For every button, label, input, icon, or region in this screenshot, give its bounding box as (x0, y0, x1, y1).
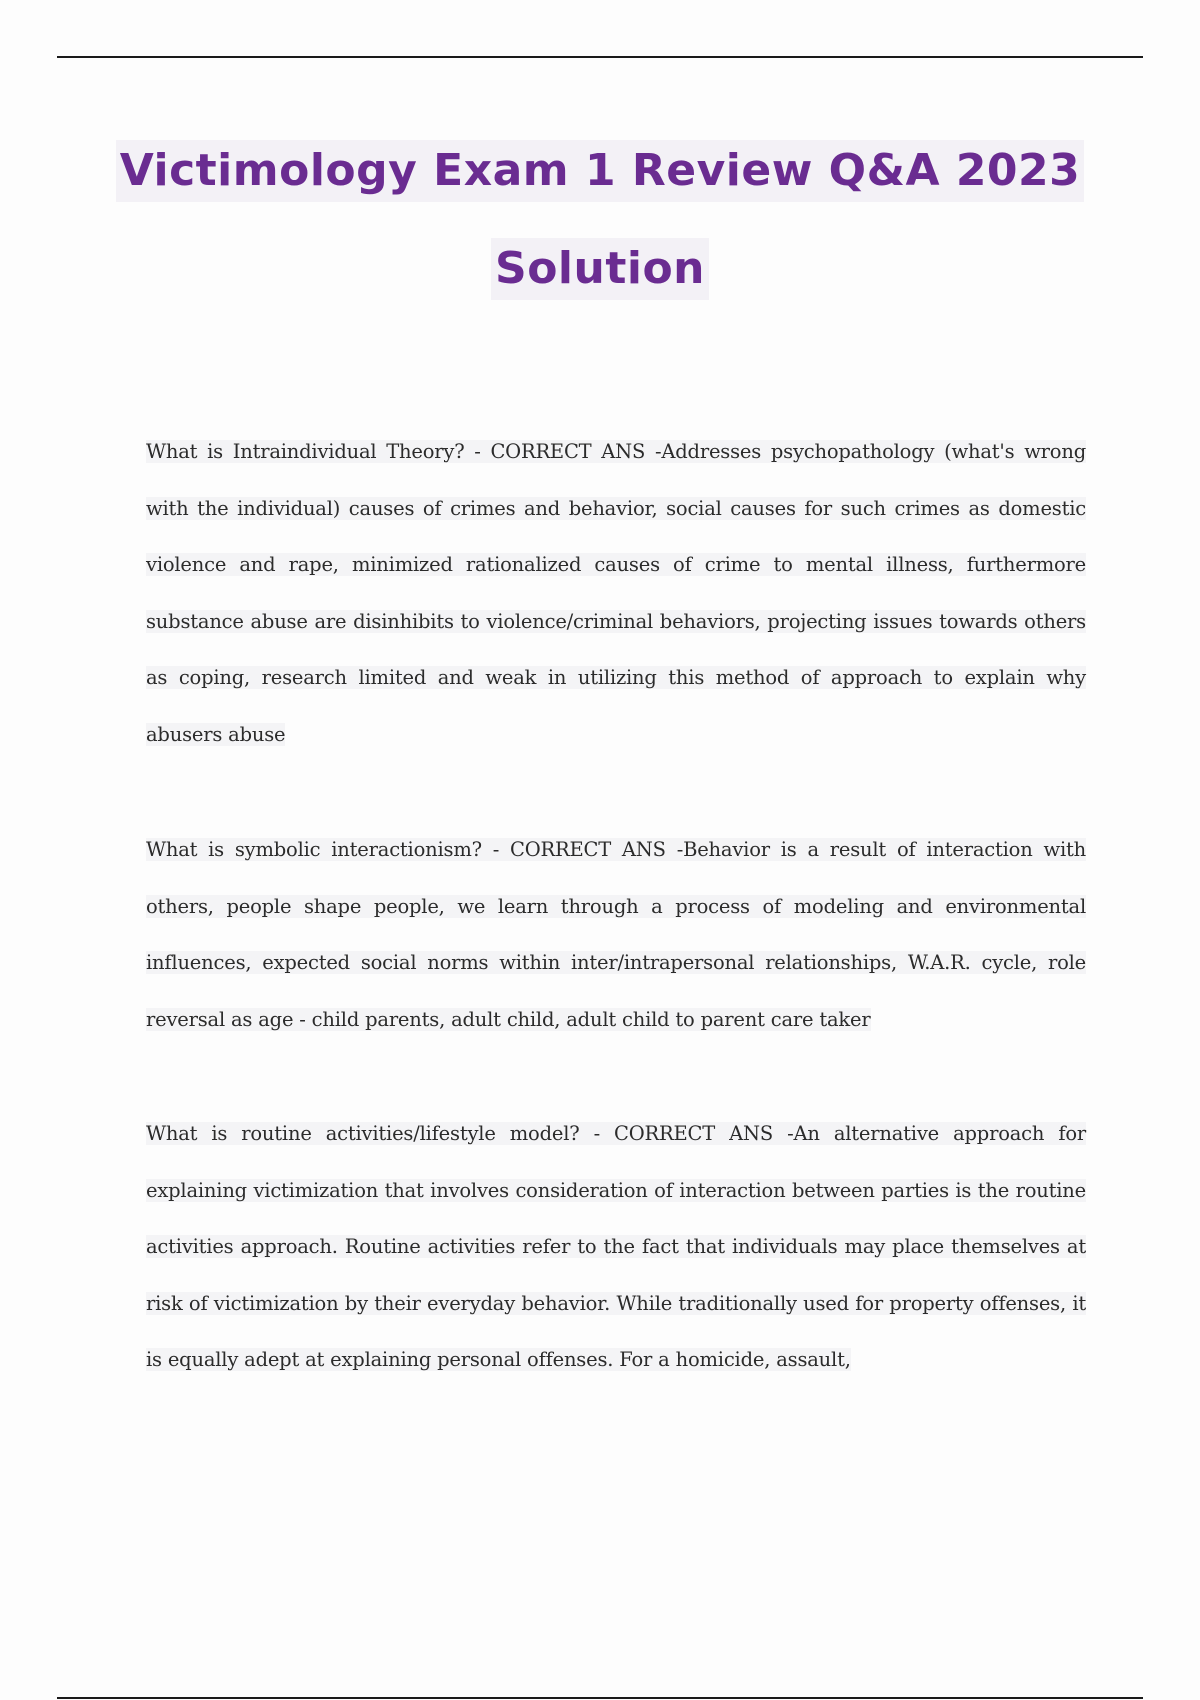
qa-text: What is routine activities/lifestyle model? - CORRECT ANS -An alternative approach for explaining victimization that involves consideration of interaction between parties is the routine activities approach. Routine activities refer to the fact that individuals may place themselves at risk of victimization by their everyday behavior. While traditionally used for property offenses, it is equally adept at explaining personal offenses. For a homicide, assault, (146, 1122, 1086, 1371)
qa-item-routine-activities (146, 1106, 1086, 1389)
document-title (0, 140, 1200, 300)
bottom-rule (57, 1697, 1143, 1699)
qa-item-intraindividual-theory (146, 424, 1086, 763)
title-line-2: Solution (491, 238, 709, 300)
top-rule (57, 56, 1143, 58)
qa-text: What is symbolic interactionism? - CORRECT ANS -Behavior is a result of interaction with others, people shape people, we learn through a process of modeling and environmental influences, expected social norms within inter/intrapersonal relationships, W.A.R. cycle, role reversal as age - child parents, adult child, adult child to parent care taker (146, 838, 1086, 1031)
qa-item-symbolic-interactionism (146, 822, 1086, 1048)
title-line-1: Victimology Exam 1 Review Q&A 2023 (116, 140, 1085, 202)
qa-text: What is Intraindividual Theory? - CORRECT ANS -Addresses psychopathology (what's wrong with the individual) causes of crimes and behavior, social causes for such crimes as domestic violence and rape, minimized rationalized causes of crime to mental illness, furthermore substance abuse are disinhibits to violence/criminal behaviors, projecting issues towards others as coping, research limited and weak in utilizing this method of approach to explain why abusers abuse (146, 440, 1086, 746)
